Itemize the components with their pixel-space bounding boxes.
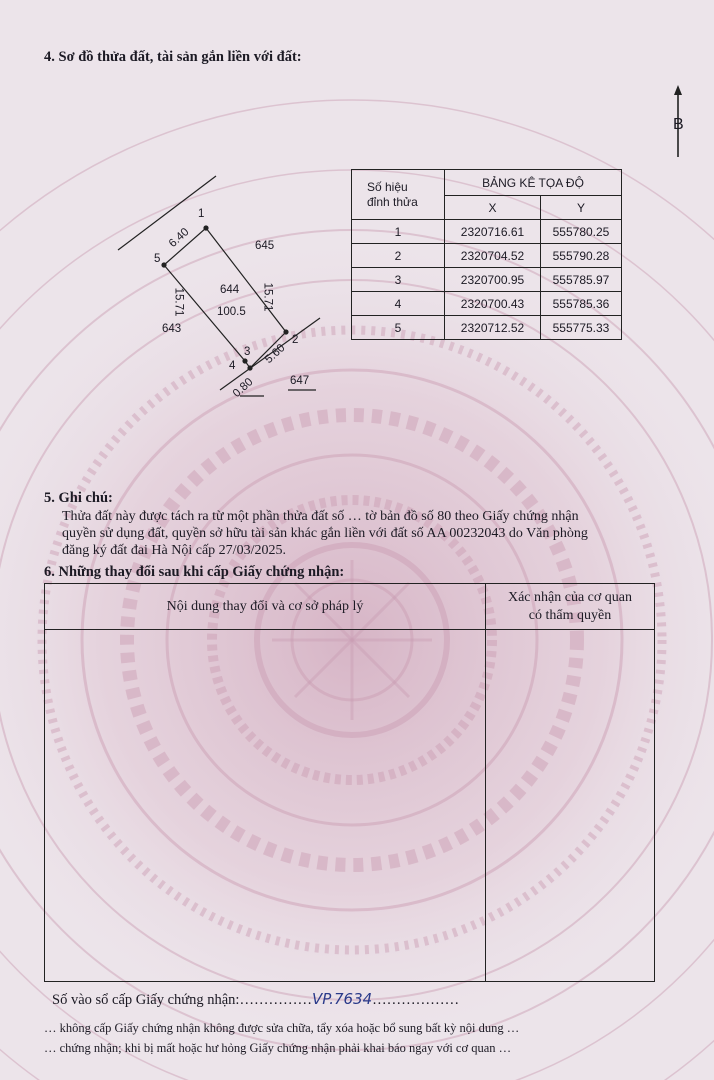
coord-header-id: Số hiệu đỉnh thửa [352, 170, 445, 220]
edge-top-length: 6.40 [166, 226, 192, 250]
neighbor-parcel-647: 647 [290, 375, 310, 387]
note-text: Thửa đất này được tách ra từ một phần thửa đất số … tờ bản đồ số 80 theo Giấy chứng nhận quyền sử dụng đất, quyền sở hữu tài sản khác gắn liền với đất số AA 00232043 do Văn phòng đăng ký đất đai Hà Nội cấp 27/03/2025. [62, 509, 588, 558]
changes-header-content: Nội dung thay đổi và cơ sở pháp lý [45, 584, 486, 630]
vertex-5-label: 5 [154, 253, 161, 265]
changes-header-confirmation: Xác nhận của cơ quan có thẩm quyền [486, 584, 655, 630]
notice-line-1: … không cấp Giấy chứng nhận không được sửa chữa, tẩy xóa hoặc bổ sung bất kỳ nội dung … [44, 1021, 520, 1035]
compass-label: B [673, 116, 684, 133]
changes-confirmation-cell [486, 630, 655, 982]
parcel-sketch [0, 0, 714, 420]
vertex-3-label: 3 [244, 346, 251, 358]
table-row: 2 2320704.52 555790.28 [352, 244, 622, 268]
parcel-area: 100.5 [217, 306, 246, 318]
edge-right-length: 15.71 [261, 282, 274, 312]
coord-header-x: X [445, 196, 541, 220]
edge-bottom-left-length: 0.80 [230, 376, 256, 400]
section-6-title: 6. Những thay đổi sau khi cấp Giấy chứng nhận: [44, 564, 345, 580]
section-5-title: 5. Ghi chú: [44, 490, 113, 506]
register-line: Số vào sổ cấp Giấy chứng nhận:……………VP.7634……………… [52, 990, 460, 1008]
neighbor-parcel-643: 643 [162, 323, 182, 335]
table-row: 1 2320716.61 555780.25 [352, 220, 622, 244]
edge-left-length: 15.71 [172, 287, 185, 317]
vertex-1-label: 1 [198, 208, 205, 220]
coord-header-group: BẢNG KÊ TỌA ĐỘ [445, 170, 622, 196]
vertex-4-label: 4 [229, 360, 236, 372]
table-row: 3 2320700.95 555785.97 [352, 268, 622, 292]
register-label: Số vào sổ cấp Giấy chứng nhận: [52, 992, 240, 1008]
changes-table [44, 583, 655, 982]
notice-line-2: … chứng nhận; khi bị mất hoặc hư hỏng Giấy chứng nhận phải khai báo ngay với cơ quan … [44, 1041, 512, 1055]
register-number: VP.7634 [311, 990, 373, 1008]
vertex-2-label: 2 [292, 334, 299, 346]
changes-content-cell [45, 630, 486, 982]
table-row: 4 2320700.43 555785.36 [352, 292, 622, 316]
edge-bottom-right-length: 5.60 [262, 342, 288, 366]
neighbor-parcel-645: 645 [255, 240, 275, 252]
section-4-title: 4. Sơ đồ thửa đất, tài sản gắn liền với đất: [44, 49, 302, 65]
parcel-number: 644 [220, 284, 240, 296]
coord-header-y: Y [541, 196, 622, 220]
table-row: 5 2320712.52 555775.33 [352, 316, 622, 340]
